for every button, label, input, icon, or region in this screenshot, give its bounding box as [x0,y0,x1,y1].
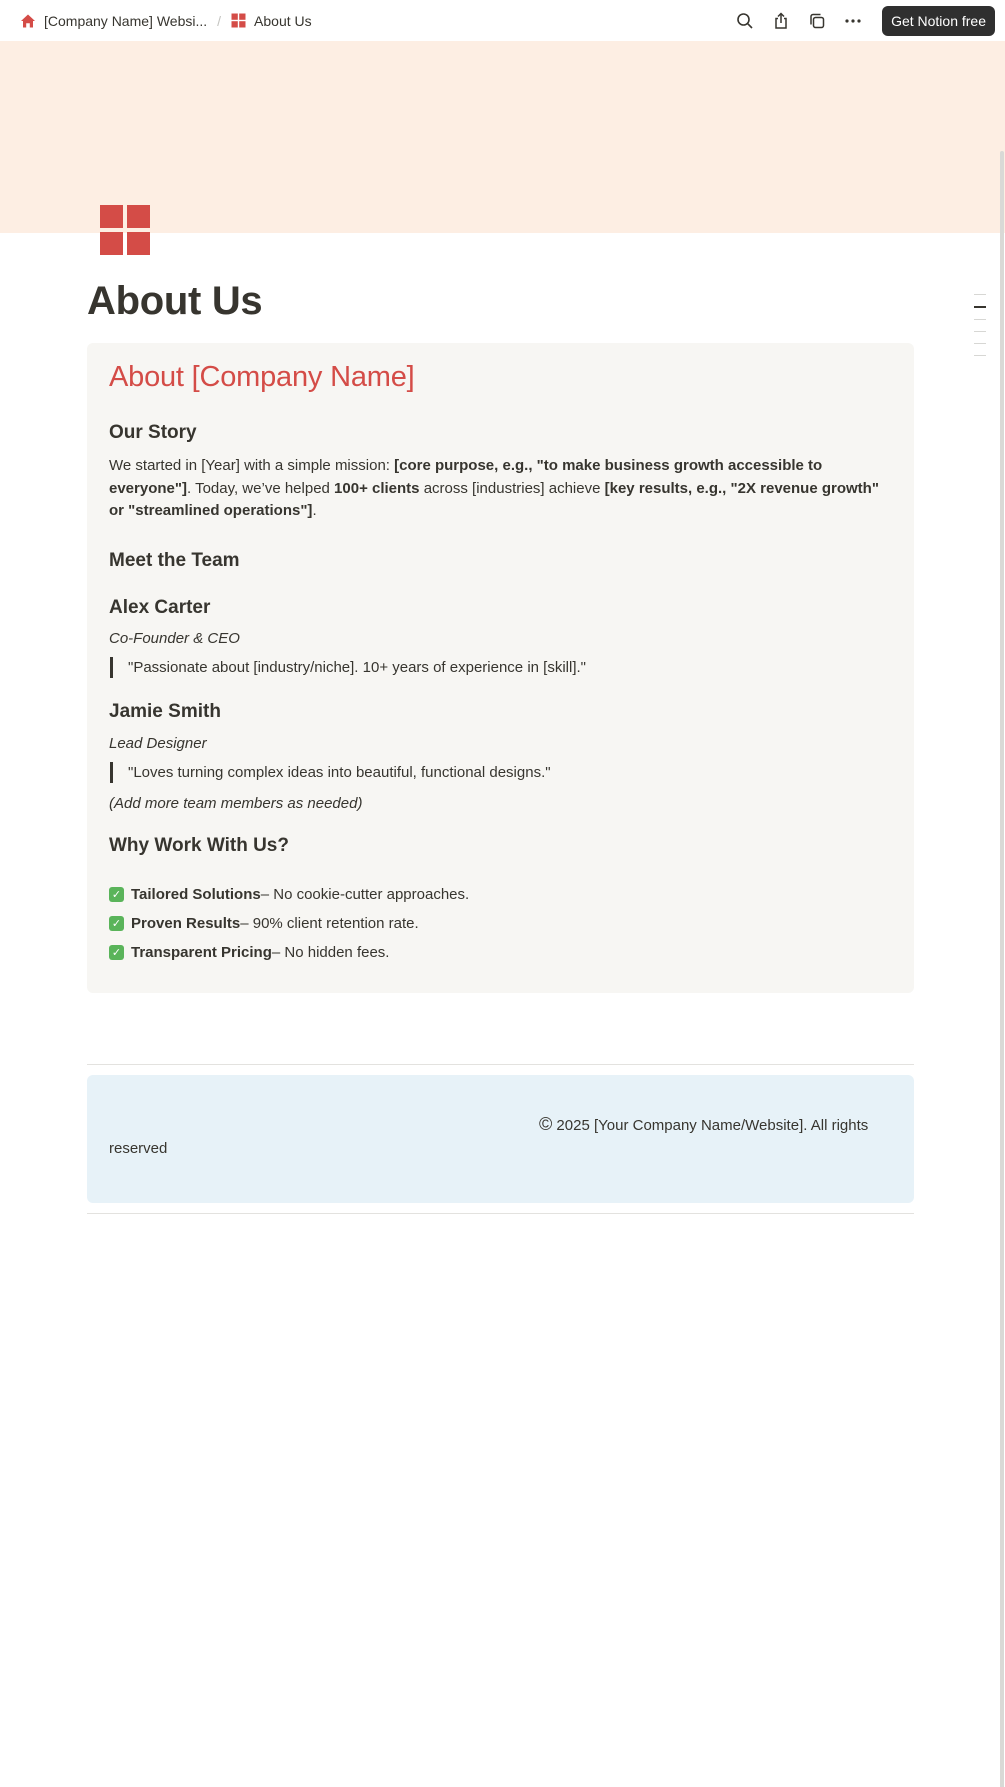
member-quote: "Loves turning complex ideas into beautiful, functional designs." [110,762,892,783]
why-heading: Why Work With Us? [109,835,289,857]
why-list [109,885,892,963]
outline-mark[interactable] [974,294,986,295]
footer-copyright: © 2025 [Your Company Name/Website]. All rights reserved [109,1114,869,1157]
scrollbar[interactable] [997,41,1005,1787]
outline-mark[interactable] [974,343,986,344]
member-role: Lead Designer [109,735,207,753]
duplicate-icon[interactable] [802,6,832,36]
share-icon[interactable] [766,6,796,36]
company-heading: About [Company Name] [109,361,415,393]
outline-minimap[interactable] [974,294,988,367]
outline-mark[interactable] [974,331,986,332]
footer-callout [87,1075,914,1203]
list-item: ✓ Proven Results – 90% client retention rate. [109,914,892,934]
member-quote: "Passionate about [industry/niche]. 10+ years of experience in [skill]." [110,657,892,678]
get-notion-free-button[interactable]: Get Notion free [882,6,995,36]
home-icon [20,13,36,29]
list-item: ✓ Transparent Pricing – No hidden fees. [109,943,892,963]
more-icon[interactable] [838,6,868,36]
page-title[interactable]: About Us [87,279,263,323]
list-item: ✓ Tailored Solutions – No cookie-cutter approaches. [109,885,892,905]
divider [87,1213,914,1214]
check-mark-icon: ✓ [109,916,124,931]
outline-mark-active[interactable] [974,306,986,308]
breadcrumb-separator: / [217,12,222,29]
outline-mark[interactable] [974,319,986,320]
breadcrumb-item-home[interactable] [16,11,211,31]
member-role: Co-Founder & CEO [109,630,240,648]
team-heading: Meet the Team [109,549,240,571]
breadcrumb-item-about[interactable] [227,11,316,31]
story-heading: Our Story [109,421,197,443]
grid-page-icon [231,13,246,28]
breadcrumb-label-about: About Us [254,12,312,29]
divider [87,1064,914,1065]
team-note: (Add more team members as needed) [109,795,363,813]
search-icon[interactable] [730,6,760,36]
scrollbar-thumb[interactable] [1000,151,1004,1787]
page-icon[interactable] [99,204,151,256]
content-callout [87,343,914,993]
member-name: Jamie Smith [109,701,221,723]
top-actions [730,6,995,36]
breadcrumb-label-home: [Company Name] Websi... [44,12,208,29]
check-mark-icon: ✓ [109,945,124,960]
grid-page-icon [99,204,151,256]
check-mark-icon: ✓ [109,887,124,902]
story-paragraph: We started in [Year] with a simple mission: [core purpose, e.g., "to make business growth accessible to everyone"]. Today, we’ve helped 100+ clients across [industries] achieve [key results, e.g., "2X revenue growth" or "streamlined operations"]. [109,457,879,520]
breadcrumb [16,11,316,31]
member-name: Alex Carter [109,596,211,618]
top-bar [0,0,1005,41]
outline-mark[interactable] [974,355,986,356]
